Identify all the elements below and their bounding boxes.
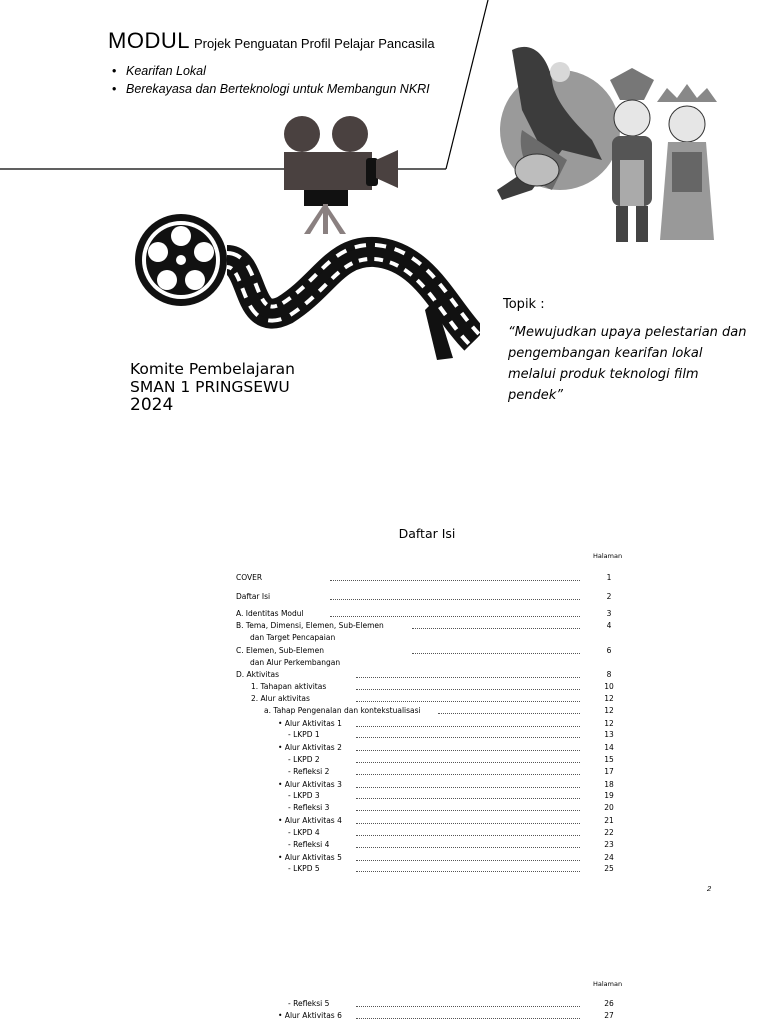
theme-list (112, 62, 430, 98)
toc-row[interactable] (0, 645, 768, 667)
toc-row[interactable] (0, 863, 768, 875)
toc-row-label: • Alur Aktivitas 3 (278, 780, 342, 789)
toc-row[interactable] (0, 608, 768, 620)
toc-row-page: 15 (604, 755, 614, 764)
toc-leader-dots (356, 726, 580, 727)
toc-row-page: 21 (604, 816, 614, 825)
toc-row-page: 27 (604, 1011, 614, 1020)
toc-leader-dots (356, 835, 580, 836)
topic-quote: “Mewujudkan upaya pelestarian dan pengembangan kearifan lokal melalui produk teknologi film pendek” (508, 325, 747, 403)
toc-leader-dots (330, 580, 580, 581)
toc-row-label: • Alur Aktivitas 4 (278, 816, 342, 825)
toc-row[interactable] (0, 827, 768, 839)
toc-leader-dots (356, 701, 580, 702)
toc-leader-dots (438, 713, 580, 714)
toc-leader-dots (412, 628, 580, 629)
toc-row[interactable] (0, 802, 768, 814)
toc-row-label: - LKPD 4 (288, 828, 320, 837)
toc-leader-dots (356, 737, 580, 738)
toc-row-page: 25 (604, 864, 614, 873)
module-title-word: MODUL (108, 28, 190, 53)
toc-row-page: 12 (604, 719, 614, 728)
toc-row-page: 26 (604, 999, 614, 1008)
toc-row-label: - Refleksi 4 (288, 840, 330, 849)
toc-leader-dots (356, 810, 580, 811)
toc-row[interactable] (0, 729, 768, 741)
toc-row[interactable] (0, 693, 768, 705)
toc-row[interactable] (0, 1010, 768, 1022)
toc-row-label: - Refleksi 5 (288, 999, 330, 1008)
toc-row-label: - Refleksi 3 (288, 803, 330, 812)
toc-row[interactable] (0, 591, 768, 603)
toc-row-page: 14 (604, 743, 614, 752)
topic-label: Topik : (503, 297, 545, 312)
toc-row-label: D. Aktivitas (236, 670, 280, 679)
toc-leader-dots (356, 774, 580, 775)
toc-row-page: 18 (604, 780, 614, 789)
toc-row-page: 22 (604, 828, 614, 837)
toc-leader-dots (330, 616, 580, 617)
toc-row-label: • Alur Aktivitas 5 (278, 853, 342, 862)
toc-leader-dots (330, 599, 580, 600)
toc-row-label: - LKPD 2 (288, 755, 320, 764)
toc-leader-dots (356, 1006, 580, 1007)
toc-row-label-line2: dan Target Pencapaian (250, 633, 336, 642)
toc-row-page: 24 (604, 853, 614, 862)
toc-row[interactable] (0, 790, 768, 802)
toc-row-page: 2 (606, 592, 612, 601)
theme-item: • Berekayasa dan Berteknologi untuk Membangun NKRI (112, 82, 430, 96)
toc-row-page: 20 (604, 803, 614, 812)
toc-row-label: - LKPD 5 (288, 864, 320, 873)
toc-leader-dots (356, 871, 580, 872)
toc-row[interactable] (0, 754, 768, 766)
toc-leader-dots (412, 653, 580, 654)
theme-item: • Kearifan Lokal (112, 64, 206, 78)
module-title (108, 28, 435, 54)
toc-row-label-line2: dan Alur Perkembangan (250, 658, 341, 667)
toc-title: Daftar Isi (398, 526, 456, 541)
toc-leader-dots (356, 689, 580, 690)
toc-row[interactable] (0, 681, 768, 693)
toc-row-label: • Alur Aktivitas 2 (278, 743, 342, 752)
toc-row[interactable] (0, 620, 768, 642)
module-subtitle: Projek Penguatan Profil Pelajar Pancasila (193, 36, 435, 51)
toc-row-label: • Alur Aktivitas 1 (278, 719, 342, 728)
toc-row-page: 12 (604, 706, 614, 715)
toc-row[interactable] (0, 766, 768, 778)
toc-row-label: B. Tema, Dimensi, Elemen, Sub-Elemen (236, 621, 384, 630)
toc-row-page: 23 (604, 840, 614, 849)
toc-row[interactable] (0, 705, 768, 717)
toc-row-label: C. Elemen, Sub-Elemen (236, 646, 324, 655)
toc-row-page: 13 (604, 730, 614, 739)
film-reel-icon (135, 190, 480, 362)
toc-leader-dots (356, 860, 580, 861)
school-name: SMAN 1 PRINGSEWU (130, 378, 290, 396)
toc-row-label: A. Identitas Modul (236, 609, 304, 618)
toc-row-page: 6 (606, 646, 612, 655)
toc-row-page: 8 (606, 670, 612, 679)
committee-block (130, 360, 295, 414)
toc-leader-dots (356, 677, 580, 678)
toc-row-page: 12 (604, 694, 614, 703)
toc-row[interactable] (0, 742, 768, 754)
cultural-figures-illustration (492, 40, 728, 248)
toc-row-label: a. Tahap Pengenalan dan kontekstualisasi (264, 706, 421, 715)
toc-row[interactable] (0, 998, 768, 1010)
toc-leader-dots (356, 1018, 580, 1019)
toc-leader-dots (356, 787, 580, 788)
toc-row-label: • Alur Aktivitas 6 (278, 1011, 342, 1020)
toc-leader-dots (356, 750, 580, 751)
toc-row-label: - Refleksi 2 (288, 767, 330, 776)
toc-row-page: 10 (604, 682, 614, 691)
toc-row-page: 1 (606, 573, 612, 582)
toc-row-page: 3 (606, 609, 612, 618)
toc-row[interactable] (0, 669, 768, 681)
toc-leader-dots (356, 798, 580, 799)
toc-row-label: COVER (236, 573, 263, 582)
toc-row[interactable] (0, 839, 768, 851)
year: 2024 (130, 395, 174, 415)
toc-row-label: - LKPD 1 (288, 730, 320, 739)
toc-halaman-header-2: Halaman (593, 980, 623, 988)
toc-row[interactable] (0, 572, 768, 584)
toc-row-page: 17 (604, 767, 614, 776)
toc-row-page: 19 (604, 791, 614, 800)
page-number: 2 (707, 884, 712, 893)
toc-row-label: 2. Alur aktivitas (251, 694, 310, 703)
toc-halaman-header: Halaman (593, 552, 623, 560)
toc-row-label: Daftar Isi (236, 592, 271, 601)
toc-row-label: 1. Tahapan aktivitas (251, 682, 327, 691)
toc-leader-dots (356, 823, 580, 824)
toc-leader-dots (356, 762, 580, 763)
toc-row-page: 4 (606, 621, 612, 630)
toc-row[interactable] (0, 815, 768, 827)
committee-name: Komite Pembelajaran (130, 360, 295, 378)
toc-row-label: - LKPD 3 (288, 791, 320, 800)
toc-leader-dots (356, 847, 580, 848)
